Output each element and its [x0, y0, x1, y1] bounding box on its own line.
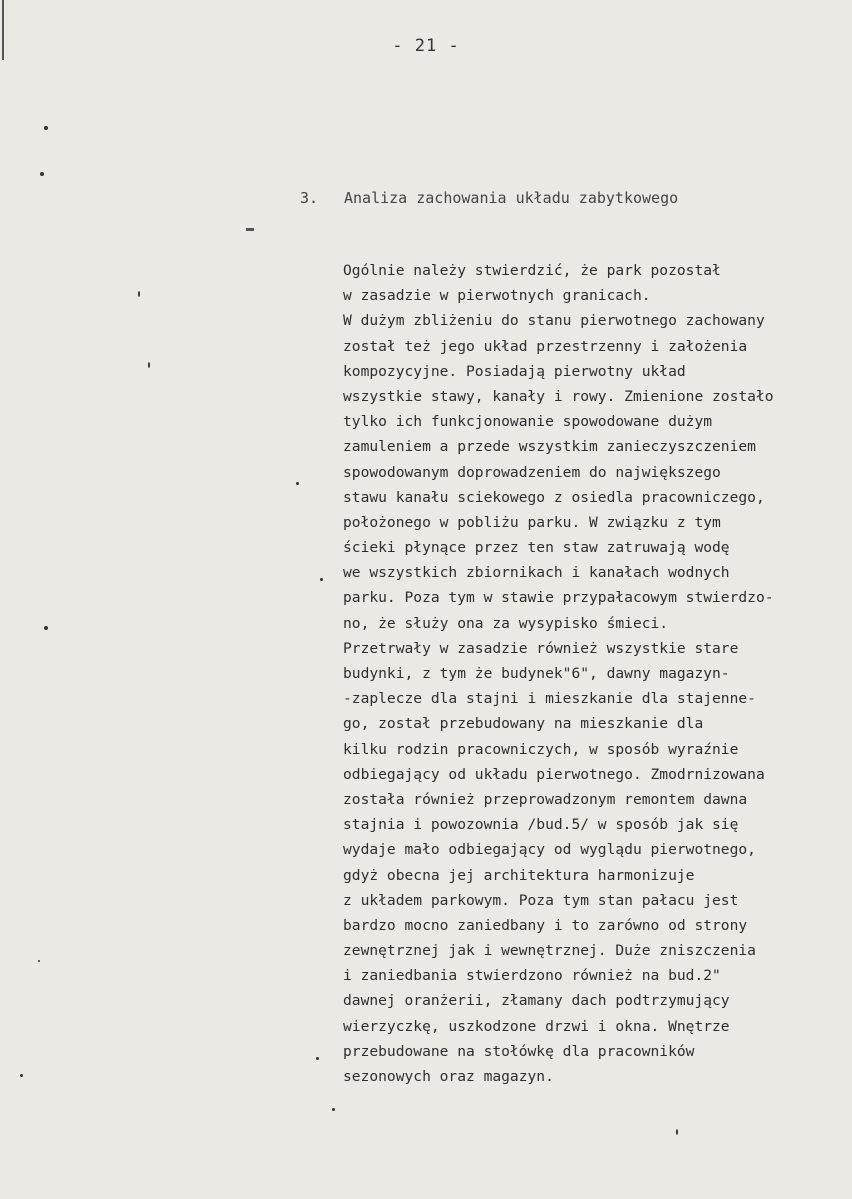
scan-speck: [38, 960, 40, 962]
text-line: budynki, z tym że budynek"6", dawny magazyn-: [343, 665, 730, 682]
text-line: we wszystkich zbiornikach i kanałach wodnych: [343, 564, 730, 582]
text-line: z układem parkowym. Poza tym stan pałacu jest: [343, 891, 739, 909]
text-line: -zaplecze dla stajni i mieszkanie dla stajenne-: [343, 690, 756, 708]
body-paragraph: [343, 258, 848, 1089]
section-heading: [300, 189, 678, 207]
text-line: Przetrwały w zasadzie również wszystkie stare: [343, 639, 739, 657]
text-line: W dużym zbliżeniu do stanu pierwotnego zachowany: [343, 312, 765, 330]
text-line: w zasadzie w pierwotnych granicach.: [343, 287, 651, 305]
text-line: położonego w pobliżu parku. W związku z tym: [343, 513, 721, 531]
text-line: zamuleniem a przede wszystkim zanieczyszczeniem: [343, 438, 756, 456]
scan-speck: [148, 362, 150, 368]
section-title: Analiza zachowania układu zabytkowego: [344, 189, 679, 207]
text-line: bardzo mocno zaniedbany i to zarówno od strony: [343, 916, 748, 934]
text-line: go, został przebudowany na mieszkanie dla: [343, 715, 704, 733]
scan-speck: [316, 1057, 319, 1060]
scan-speck: [20, 1074, 23, 1077]
text-line: tylko ich funkcjonowanie spowodowane dużym: [343, 413, 713, 431]
text-line: Ogólnie należy stwierdzić, że park pozostał: [343, 262, 721, 279]
page-number: - 21 -: [392, 36, 460, 56]
scan-speck: [296, 482, 299, 485]
scan-mark: [246, 228, 254, 231]
text-line: i zaniedbania stwierdzono również na bud.2": [343, 967, 721, 985]
text-line: kompozycyjne. Posiadają pierwotny układ: [343, 362, 686, 380]
text-line: przebudowane na stołówkę dla pracowników: [343, 1042, 695, 1060]
text-line: spowodowanym doprowadzeniem do największego: [343, 463, 721, 481]
text-line: dawnej oranżerii, złamany dach podtrzymujący: [343, 992, 730, 1010]
text-line: został też jego układ przestrzenny i założenia: [343, 337, 748, 355]
text-line: wszystkie stawy, kanały i rowy. Zmienione zostało: [343, 387, 774, 405]
text-line: odbiegający od układu pierwotnego. Zmodrnizowana: [343, 765, 765, 783]
scan-speck: [40, 172, 44, 176]
text-line: zewnętrznej jak i wewnętrznej. Duże zniszczenia: [343, 942, 756, 960]
text-line: została również przeprowadzonym remontem dawna: [343, 790, 748, 808]
text-line: gdyż obecna jej architektura harmonizuje: [343, 866, 695, 884]
text-line: wydaje mało odbiegający od wyglądu pierwotnego,: [343, 841, 756, 859]
scan-speck: [676, 1129, 678, 1135]
scan-speck: [320, 578, 323, 581]
text-line: stawu kanału sciekowego z osiedla pracowniczego,: [343, 488, 765, 506]
text-line: stajnia i powozownia /bud.5/ w sposób jak się: [343, 816, 739, 834]
scan-speck: [332, 1108, 335, 1111]
text-line: kilku rodzin pracowniczych, w sposób wyraźnie: [343, 740, 739, 758]
text-line: wierzyczkę, uszkodzone drzwi i okna. Wnętrze: [343, 1017, 730, 1035]
section-number: 3.: [300, 189, 319, 207]
scan-speck: [138, 291, 140, 297]
text-line: ścieki płynące przez ten staw zatruwają wodę: [343, 539, 730, 557]
scan-speck: [44, 126, 48, 130]
text-line: sezonowych oraz magazyn.: [343, 1068, 554, 1085]
text-line: no, że służy ona za wysypisko śmieci.: [343, 614, 669, 632]
scan-speck: [44, 626, 48, 630]
text-line: parku. Poza tym w stawie przypałacowym stwierdzo-: [343, 589, 774, 607]
left-edge-mark: [2, 0, 4, 60]
